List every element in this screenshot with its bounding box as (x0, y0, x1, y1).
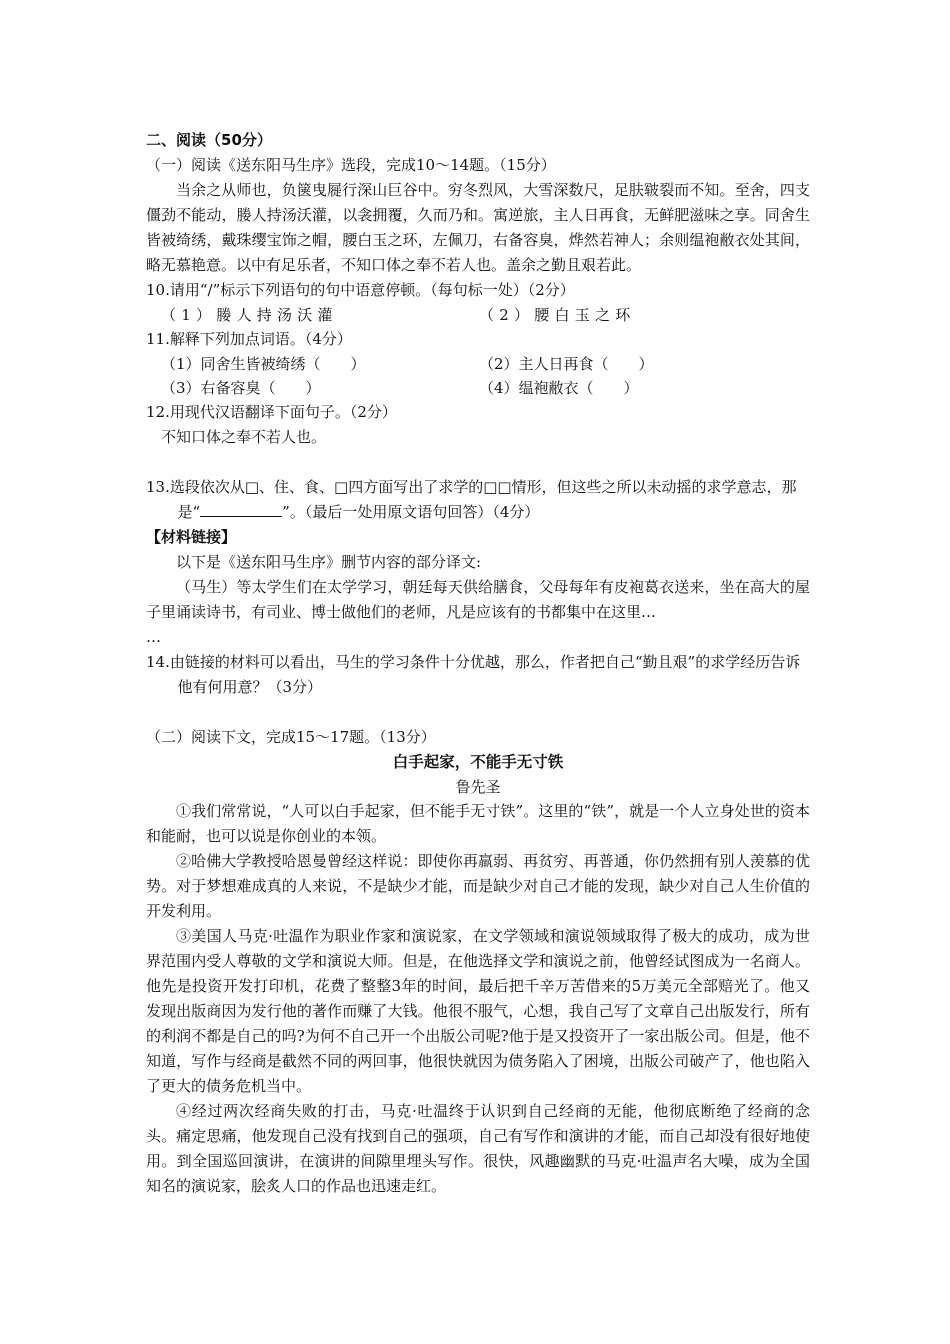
question-10-item-2: （2）腰白玉之环 (479, 306, 636, 324)
article-author: 鲁先圣 (455, 778, 501, 796)
part1-intro: （一）阅读《送东阳马生序》选段，完成10～14题。（15分） (146, 156, 556, 174)
question-11-item-4: （4）缊袍敝衣（ ） (479, 379, 639, 397)
article-paragraph-4: ④经过两次经商失败的打击，马克·吐温终于认识到自己经商的无能，他彻底断绝了经商的念头。痛定思痛，他发现自己没有找到自己的强项，自己有写作和演讲的才能，而自己却没有很好地使用。到全国巡回演讲，在演讲的间隙里埋头写作。很快，风趣幽默的马克·吐温声名大噪，成为全国知名的演说家，脍炙人口的作品也迅速走红。 (146, 1102, 810, 1195)
question-11-items-row2 (146, 376, 810, 400)
question-11-item-3: （3）右备容臭（ ） (161, 379, 321, 397)
question-11-item-1: （1）同舍生皆被绮绣（ ） (161, 355, 366, 373)
material-link-heading: 【材料链接】 (146, 528, 237, 546)
spacer (146, 700, 810, 725)
material-link-intro: 以下是《送东阳马生序》删节内容的部分译文: (176, 553, 482, 571)
article-paragraph-3: ③美国人马克·吐温作为职业作家和演说家，在文学领域和演说领域取得了极大的成功，成为世界范围内受人尊敬的文学和演说大师。但是，在他选择文学和演说之前，他曾经试图成为一名商人。他先是投资开发打印机，花费了整整3年的时间，最后把千辛万苦借来的5万美元全部赔光了。他又发现出版商因为发行他的著作而赚了大钱。他很不服气，心想，我自己写了文章自己出版发行，所有的利润不都是自己的吗?为何不自己开一个出版公司呢?他于是又投资开了一家出版公司。但是，他不知道，写作与经商是截然不同的两回事，他很快就因为债务陷入了困境，出版公司破产了，他也陷入了更大的债务危机当中。 (146, 927, 810, 1095)
spacer (146, 450, 810, 475)
question-10-item-1: （1）媵人持汤沃灌 (161, 306, 338, 324)
material-link-ellipsis: … (146, 628, 161, 646)
question-10-items (146, 303, 810, 327)
section-heading: 二、阅读（50分） (146, 131, 272, 149)
part2-intro: （二）阅读下文，完成15～17题。（13分） (146, 728, 436, 746)
question-11-item-2: （2）主人日再食（ ） (479, 355, 654, 373)
article-paragraph-2: ②哈佛大学教授哈恩曼曾经这样说：即使你再羸弱、再贫穷、再普通，你仍然拥有别人羡慕的优势。对于梦想难成真的人来说，不是缺少才能，而是缺少对自己才能的发现，缺少对自己人生价值的开发利用。 (146, 852, 810, 920)
question-13-tail: ”。（最后一处用原文语句回答）（4分） (282, 503, 540, 521)
exam-page (146, 128, 810, 1199)
question-12-stem: 12.用现代汉语翻译下面句子。（2分） (146, 403, 397, 421)
question-10-stem: 10.请用“/”标示下列语句的句中语意停顿。（每句标一处）（2分） (146, 281, 575, 299)
classical-passage: 当余之从师也，负箧曳屣行深山巨谷中。穷冬烈风，大雪深数尺，足肤皲裂而不知。至舍，四支僵劲不能动，媵人持汤沃灌，以衾拥覆，久而乃和。寓逆旅，主人日再食，无鲜肥滋味之享。同舍生皆被绮绣，戴珠缨宝饰之帽，腰白玉之环，左佩刀，右备容臭，烨然若神人；余则缊袍敝衣处其间，略无慕艳意。以中有足乐者，不知口体之奉不若人也。盖余之勤且艰若此。 (146, 181, 810, 274)
question-12-sentence: 不知口体之奉不若人也。 (161, 428, 327, 446)
answer-blank (200, 502, 282, 517)
question-11-items-row1 (146, 352, 810, 376)
article-paragraph-1: ①我们常常说，“人可以白手起家，但不能手无寸铁”。这里的“铁”，就是一个人立身处世的资本和能耐，也可以说是你创业的本领。 (146, 802, 810, 845)
question-13-text: 13.选段依次从□、住、食、□四方面写出了求学的□□情形，但这些之所以未动摇的求学意志，那是“ (146, 478, 797, 521)
question-13 (146, 475, 810, 525)
question-11-stem: 11.解释下列加点词语。（4分） (146, 330, 352, 348)
article-title: 白手起家，不能手无寸铁 (392, 753, 564, 771)
question-14-stem: 14.由链接的材料可以看出，马生的学习条件十分优越，那么，作者把自己“勤且艰”的求学经历告诉他有何用意？（3分） (146, 653, 801, 696)
material-link-text: （马生）等太学生们在太学学习，朝廷每天供给膳食，父母每年有皮袍葛衣送来，坐在高大的屋子里诵读诗书，有司业、博士做他们的老师，凡是应该有的书都集中在这里… (146, 578, 810, 621)
